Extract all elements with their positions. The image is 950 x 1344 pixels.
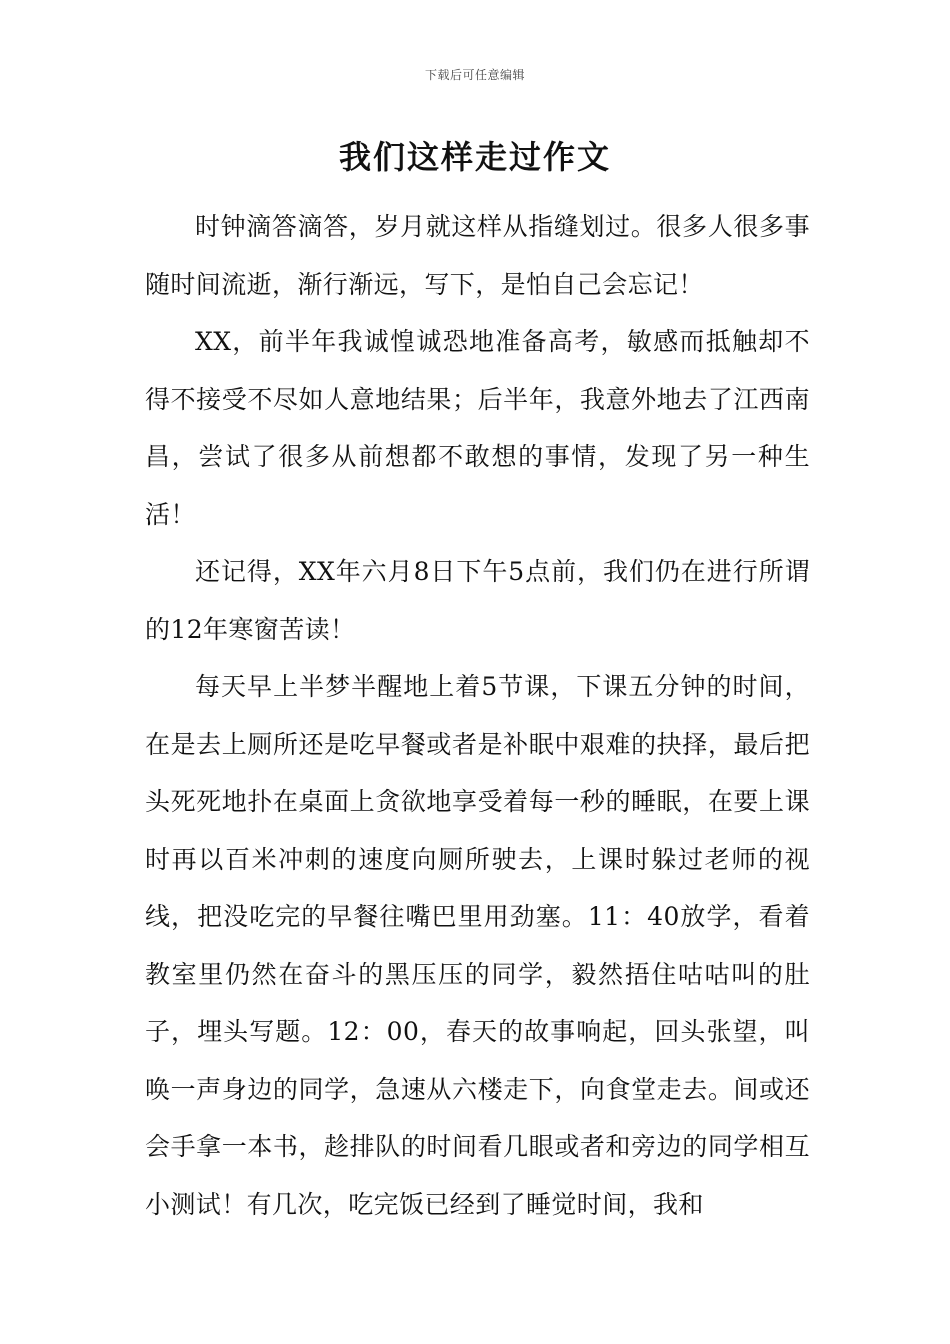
document-title: 我们这样走过作文 (338, 138, 611, 176)
paragraph: 每天早上半梦半醒地上着5节课，下课五分钟的时间，在是去上厕所还是吃早餐或者是补眠中艰难的抉择，最后把头死死地扑在桌面上贪欲地享受着每一秒的睡眠，在要上课时再以百米冲刺的速度向厕所驶去，上课时躲过老师的视线，把没吃完的早餐往嘴巴里用劲塞。11：40放学，看着教室里仍然在奋斗的黑压压的同学，毅然捂住咕咕叫的肚子，埋头写题。12：00，春天的故事响起，回头张望，叫唤一声身边的同学，急速从六楼走下，向食堂走去。间或还会手拿一本书，趁排队的时间看几眼或者和旁边的同学相互小测试！有几次，吃完饭已经到了睡觉时间，我和 (145, 672, 810, 1219)
document-body (145, 198, 810, 1233)
header-note: 下载后可任意编辑 (424, 68, 525, 82)
paragraph: 时钟滴答滴答，岁月就这样从指缝划过。很多人很多事随时间流逝，渐行渐远，写下，是怕自己会忘记！ (145, 212, 810, 299)
paragraph: 还记得，XX年六月8日下午5点前，我们仍在进行所谓的12年寒窗苦读！ (145, 557, 810, 644)
paragraph: XX，前半年我诚惶诚恐地准备高考，敏感而抵触却不得不接受不尽如人意地结果；后半年，我意外地去了江西南昌，尝试了很多从前想都不敢想的事情，发现了另一种生活！ (145, 327, 810, 529)
